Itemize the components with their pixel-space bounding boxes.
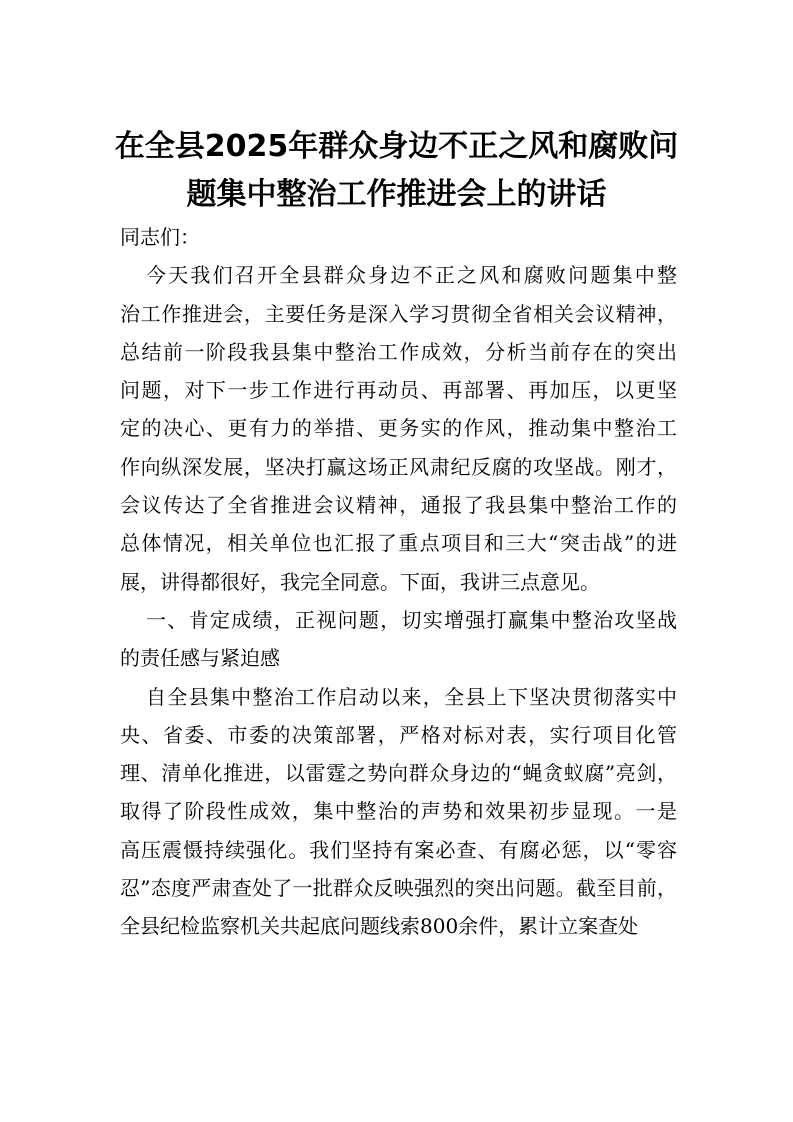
paragraph-line: 取得了阶段性成效，集中整治的声势和效果初步显现。一是 — [120, 799, 677, 824]
document-body — [120, 218, 677, 946]
paragraph-line: 问题，对下一步工作进行再动员、再部署、再加压，以更坚 — [120, 378, 677, 403]
paragraph-line: 会议传达了全省推进会议精神，通报了我县集中整治工作的 — [120, 493, 677, 518]
paragraphs — [120, 256, 677, 945]
paragraph-line: 高压震慑持续强化。我们坚持有案必查、有腐必惩，以“零容 — [120, 837, 677, 862]
salutation: 同志们： — [120, 225, 200, 249]
paragraph-line: 一、肯定成绩，正视问题，切实增强打赢集中整治攻坚战 — [146, 607, 677, 632]
paragraph-line: 理、清单化推进，以雷霆之势向群众身边的“蝇贪蚁腐”亮剑， — [120, 761, 677, 786]
paragraph-line: 忍”态度严肃查处了一批群众反映强烈的突出问题。截至目前， — [120, 876, 677, 901]
paragraph-line: 的责任感与紧迫感 — [120, 646, 280, 671]
paragraph-line: 今天我们召开全县群众身边不正之风和腐败问题集中整 — [146, 263, 677, 288]
paragraph-line: 作向纵深发展，坚决打赢这场正风肃纪反腐的攻坚战。刚才， — [120, 454, 677, 479]
paragraph-line: 央、省委、市委的决策部署，严格对标对表，实行项目化管 — [120, 722, 677, 747]
paragraph-line: 自全县集中整治工作启动以来，全县上下坚决贯彻落实中 — [146, 684, 677, 709]
paragraph-line: 定的决心、更有力的举措、更务实的作风，推动集中整治工 — [120, 416, 677, 441]
paragraph-line: 全县纪检监察机关共起底问题线索800余件，累计立案查处 — [120, 914, 639, 939]
paragraph-line: 总结前一阶段我县集中整治工作成效，分析当前存在的突出 — [120, 339, 677, 364]
paragraph-line: 展，讲得都很好，我完全同意。下面，我讲三点意见。 — [120, 569, 600, 594]
paragraph-line: 总体情况，相关单位也汇报了重点项目和三大“突击战”的进 — [120, 531, 677, 556]
paragraph — [120, 601, 677, 678]
document-title-line-2: 题集中整治工作推进会上的讲话 — [186, 177, 607, 212]
paragraph — [120, 678, 677, 946]
document-title-line-1: 在全县2025年群众身边不正之风和腐败问 — [114, 129, 679, 164]
paragraph-line: 治工作推进会，主要任务是深入学习贯彻全省相关会议精神， — [120, 301, 677, 326]
paragraph — [120, 256, 677, 601]
